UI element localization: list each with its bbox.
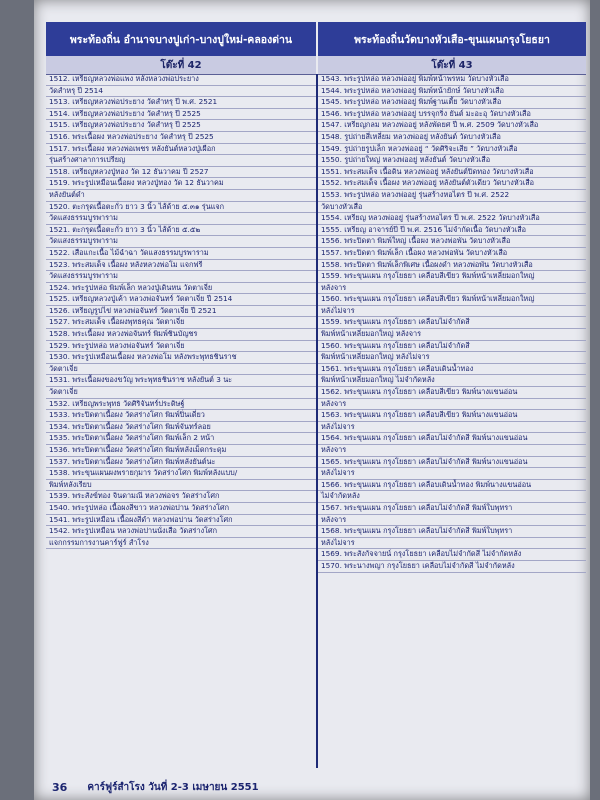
list-item: พิมพ์หน้าเหลี่ยมอกใหญ่ ไม่จำกัดหลัง (318, 375, 586, 387)
list-item: วัดแสงธรรมบูรพาราม (46, 213, 316, 225)
list-item: 1525. เหรียญหลวงปู่เค้า หลวงพ่อจันทร์ วัดตาเจี่ย ปี 2514 (46, 294, 316, 306)
footer-event-text: คาร์ฟูร์สำโรง วันที่ 2-3 เมษายน 2551 (87, 781, 259, 793)
list-item: 1530. พระรูปเหมือนเนื้อผง หลวงพ่อโม หลังพระพุทธชินราช (46, 352, 316, 364)
list-item: 1539. พระสังข์ทอง จินดามณี หลวงพ่อจร วัดสร่างโศก (46, 491, 316, 503)
list-item: 1527. พระสมเด็จ เนื้อผงพุทธคุณ วัดตาเจี่ย (46, 317, 316, 329)
list-item: หลังจาร (318, 283, 586, 295)
list-item: หลังจาร (318, 515, 586, 527)
list-item: 1516. พระเนื้อผง หลวงพ่อประยาง วัดสำหรุ ปี 2525 (46, 132, 316, 144)
list-item: 1559. พระขุนแผน กรุงโยธยา เคลือบไม่จำกัดสี (318, 317, 586, 329)
list-item: 1543. พระรูปหล่อ หลวงพ่ออยู่ พิมพ์หน้าพรหม วัดบางหัวเสือ (318, 74, 586, 86)
list-item: 1523. พระสมเด็จ เนื้อผง หลังหลวงพ่อโม แจกฟรี (46, 260, 316, 272)
list-item: 1522. เสือแกะเนื้อ ไม้ฉำฉา วัดแสงธรรมบูรพาราม (46, 248, 316, 260)
list-item: 1562. พระขุนแผน กรุงโยธยา เคลือบสีเขียว พิมพ์นางแขนอ่อน (318, 387, 586, 399)
list-item: 1544. พระรูปหล่อ หลวงพ่ออยู่ พิมพ์หน้ายักษ์ วัดบางหัวเสือ (318, 86, 586, 98)
list-item: 1519. พระรูปเหมือนเนื้อผง หลวงปู่ทอง วัด 12 ธันวาคม (46, 178, 316, 190)
list-item: 1558. พระปิดตา พิมพ์เล็กพิเศษ เนื้อผงดำ หลวงพ่อพัน วัดบางหัวเสือ (318, 260, 586, 272)
list-item: 1560. พระขุนแผน กรุงโยธยา เคลือบไม่จำกัดสี (318, 341, 586, 353)
list-item: หลังไม่จาร (318, 306, 586, 318)
list-item: 1569. พระสังกัจจายน์ กรุงโยธยา เคลือบไม่จำกัดสี ไม่จำกัดหลัง (318, 549, 586, 561)
list-item: 1518. เหรียญหลวงปู่ทอง วัด 12 ธันวาคม ปี 2527 (46, 167, 316, 179)
list-item: 1545. พระรูปหล่อ หลวงพ่ออยู่ พิมพ์ฐานเตี้ย วัดบางหัวเสือ (318, 97, 586, 109)
list-item: 1536. พระปิดตาเนื้อผง วัดสร่างโศก พิมพ์หลังเม็ดกระดุม (46, 445, 316, 457)
list-item: 1521. ตะกรุดเนื้อตะกั่ว ยาว 3 นิ้ว ไส้ด้าย ๕.๕๒ (46, 225, 316, 237)
list-item: 1512. เหรียญหลวงพ่อแพง หลังหลวงพ่อประยาง (46, 74, 316, 86)
list-item: 1534. พระปิดตาเนื้อผง วัดสร่างโศก พิมพ์จันทร์ลอย (46, 422, 316, 434)
list-item: 1550. รูปถ่ายใหญ่ หลวงพ่ออยู่ หลังยันต์ วัดบางหัวเสือ (318, 155, 586, 167)
left-table-number: โต๊ะที่ 42 (46, 56, 316, 75)
list-item: 1549. รูปถ่ายรูปเล็ก หลวงพ่ออยู่ “ วัดศิริจะเสีย ” วัดบางหัวเสือ (318, 144, 586, 156)
auction-table (46, 12, 586, 768)
list-item: หลังจาร (318, 399, 586, 411)
page-footer (52, 778, 572, 796)
list-item: 1554. เหรียญ หลวงพ่ออยู่ รุ่นสร้างหอไตร ปี พ.ศ. 2522 วัดบางหัวเสือ (318, 213, 586, 225)
list-item: ไม่จำกัดหลัง (318, 491, 586, 503)
right-table-number: โต๊ะที่ 43 (318, 56, 586, 75)
list-item: 1567. พระขุนแผน กรุงโยธยา เคลือบไม่จำกัดสี พิมพ์ใบพุทรา (318, 503, 586, 515)
list-item: 1557. พระปิดตา พิมพ์เล็ก เนื้อผง หลวงพ่อพัน วัดบางหัวเสือ (318, 248, 586, 260)
list-item: 1535. พระปิดตาเนื้อผง วัดสร่างโศก พิมพ์เล็ก 2 หน้า (46, 433, 316, 445)
list-item: 1538. พระขุนแผนผงพรายกุมาร วัดสร่างโศก พิมพ์หลังแบบ/ (46, 468, 316, 480)
list-item: หลังไม่จาร (318, 538, 586, 550)
list-item: 1529. พระรูปหล่อ หลวงพ่อจันทร์ วัดตาเจี่ย (46, 341, 316, 353)
list-item: 1537. พระปิดตาเนื้อผง วัดสร่างโศก พิมพ์หลังยันต์นะ (46, 457, 316, 469)
left-header-title: พระท้องถิ่น อำนาจบางปูเก่า-บางปูใหม่-คลองด่าน (46, 22, 316, 56)
right-item-list (318, 74, 586, 573)
list-item: วัดแสงธรรมบูรพาราม (46, 236, 316, 248)
list-item: 1531. พระเนื้อผงของขวัญ พระพุทธชินราช หลังยันต์ 3 นะ (46, 375, 316, 387)
list-item: 1528. พระเนื้อผง หลวงพ่อจันทร์ พิมพ์ชินบัญชร (46, 329, 316, 341)
list-item: หลังไม่จาร (318, 468, 586, 480)
list-item: 1546. พระรูปหล่อ หลวงพ่ออยู่ บรรจุกริ่ง ยันต์ มะอะอุ วัดบางหัวเสือ (318, 109, 586, 121)
list-item: หลังยันต์ดำ (46, 190, 316, 202)
list-item: 1563. พระขุนแผน กรุงโยธยา เคลือบสีเขียว พิมพ์นางแขนอ่อน (318, 410, 586, 422)
list-item: 1513. เหรียญหลวงพ่อประยาง วัดสำหรุ ปี พ.ศ. 2521 (46, 97, 316, 109)
list-item: รุ่นสร้างศาลาการเปรียญ (46, 155, 316, 167)
list-item: 1540. พระรูปหล่อ เนื้อผงสีขาว หลวงพ่อปาน วัดสร่างโศก (46, 503, 316, 515)
list-item: 1560. พระขุนแผน กรุงโยธยา เคลือบสีเขียว พิมพ์หน้าเหลี่ยมอกใหญ่ (318, 294, 586, 306)
list-item: พิมพ์หลังเรียบ (46, 480, 316, 492)
list-item: 1552. พระสมเด็จ เนื้อผง หลวงพ่ออยู่ หลังยันต์ตัวเดียว วัดบางหัวเสือ (318, 178, 586, 190)
list-item: 1559. พระขุนแผน กรุงโยธยา เคลือบสีเขียว พิมพ์หน้าเหลี่ยมอกใหญ่ (318, 271, 586, 283)
list-item: 1514. เหรียญหลวงพ่อประยาง วัดสำหรุ ปี 2525 (46, 109, 316, 121)
list-item: 1533. พระปิดตาเนื้อผง วัดสร่างโศก พิมพ์ปิ่นเดี่ยว (46, 410, 316, 422)
list-item: 1565. พระขุนแผน กรุงโยธยา เคลือบไม่จำกัดสี พิมพ์นางแขนอ่อน (318, 457, 586, 469)
list-item: พิมพ์หน้าเหลี่ยมอกใหญ่ หลังไม่จาร (318, 352, 586, 364)
list-item: 1532. เหรียญพระพุทธ วัดศิริจันทร์ประดิษฐ์ (46, 399, 316, 411)
list-item: หลังไม่จาร (318, 422, 586, 434)
list-item: 1547. เหรียญกลม หลวงพ่ออยู่ หลังพัดยศ ปี พ.ศ. 2509 วัดบางหัวเสือ (318, 120, 586, 132)
left-column (46, 74, 318, 768)
right-header-title: พระท้องถิ่นวัดบางหัวเสือ-ขุนแผนกรุงโยธยา (318, 22, 586, 56)
list-item: 1564. พระขุนแผน กรุงโยธยา เคลือบไม่จำกัดสี พิมพ์นางแขนอ่อน (318, 433, 586, 445)
right-column (318, 74, 586, 768)
list-item: 1551. พระสมเด็จ เนื้อดิน หลวงพ่ออยู่ หลังยันต์ปิดทอง วัดบางหัวเสือ (318, 167, 586, 179)
list-item: 1542. พระรูปเหมือน หลวงพ่อปานนั่งเสือ วัดสร่างโศก (46, 526, 316, 538)
list-item: วัดตาเจี่ย (46, 387, 316, 399)
list-item: แจกกรรมการงานคาร์ฟูร์ สำโรง (46, 538, 316, 550)
list-item: 1553. พระรูปหล่อ หลวงพ่ออยู่ รุ่นสร้างหอไตร ปี พ.ศ. 2522 (318, 190, 586, 202)
list-item: 1520. ตะกรุดเนื้อตะกั่ว ยาว 3 นิ้ว ไส้ด้าย ๕.๓๑ รุ่นแจก (46, 202, 316, 214)
list-item: วัดสำหรุ ปี 2514 (46, 86, 316, 98)
list-item: วัดแสงธรรมบูรพาราม (46, 271, 316, 283)
list-item: 1515. เหรียญหลวงพ่อประยาง วัดสำหรุ ปี 2525 (46, 120, 316, 132)
list-item: 1526. เหรียญรูปไข่ หลวงพ่อจันทร์ วัดตาเจี่ย ปี 2521 (46, 306, 316, 318)
left-item-list (46, 74, 316, 549)
page-number: 36 (52, 780, 68, 794)
list-item: 1524. พระรูปหล่อ พิมพ์เล็ก หลวงปู่เดินหน วัดตาเจี่ย (46, 283, 316, 295)
list-item: 1541. พระรูปเหมือน เนื้อผงสีดำ หลวงพ่อปาน วัดสร่างโศก (46, 515, 316, 527)
list-item: 1566. พระขุนแผน กรุงโยธยา เคลือบเดินน้ำทอง พิมพ์นางแขนอ่อน (318, 480, 586, 492)
list-item: วัดตาเจี่ย (46, 364, 316, 376)
list-item: 1548. รูปถ่ายสี่เหลี่ยม หลวงพ่ออยู่ หลังยันต์ วัดบางหัวเสือ (318, 132, 586, 144)
list-item: 1555. เหรียญ อาจารย์ปี ปี พ.ศ. 2516 ไม่จำกัดเนื้อ วัดบางหัวเสือ (318, 225, 586, 237)
list-item: พิมพ์หน้าเหลี่ยมอกใหญ่ หลังจาร (318, 329, 586, 341)
list-item: 1561. พระขุนแผน กรุงโยธยา เคลือบเดินน้ำทอง (318, 364, 586, 376)
list-item: วัดบางหัวเสือ (318, 202, 586, 214)
list-item: หลังจาร (318, 445, 586, 457)
list-item: 1517. พระเนื้อผง หลวงพ่อเพชร หลังยันต์หลวงปู่เผือก (46, 144, 316, 156)
list-item: 1556. พระปิดตา พิมพ์ใหญ่ เนื้อผง หลวงพ่อพัน วัดบางหัวเสือ (318, 236, 586, 248)
list-item: 1568. พระขุนแผน กรุงโยธยา เคลือบไม่จำกัดสี พิมพ์ใบพุทรา (318, 526, 586, 538)
list-item: 1570. พระนางพญา กรุงโยธยา เคลือบไม่จำกัดสี ไม่จำกัดหลัง (318, 561, 586, 573)
